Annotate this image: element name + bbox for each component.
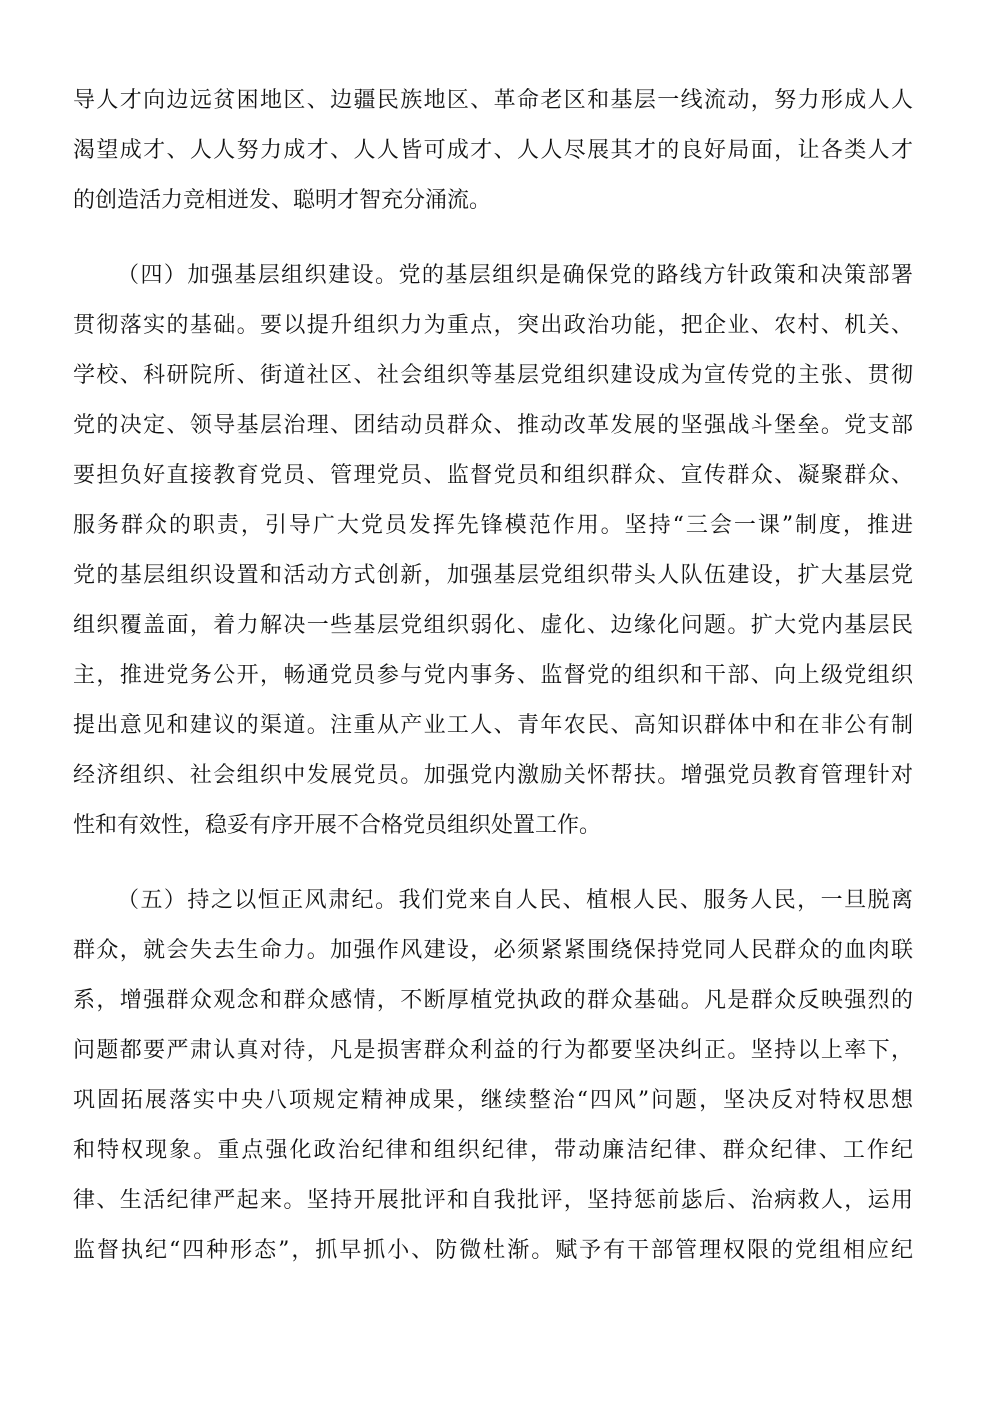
- paragraph-2-line-3: 学校、科研院所、街道社区、社会组织等基层党组织建设成为宣传党的主张、贯彻: [73, 363, 913, 388]
- paragraph-2-line-12: 性和有效性，稳妥有序开展不合格党员组织处置工作。: [73, 813, 602, 838]
- paragraph-3-line-1: （五）持之以恒正风肃纪。我们党来自人民、植根人民、服务人民，一旦脱离: [117, 888, 913, 913]
- paragraph-2-line-4: 党的决定、领导基层治理、团结动员群众、推动改革发展的坚强战斗堡垒。党支部: [73, 413, 913, 438]
- paragraph-2-line-5: 要担负好直接教育党员、管理党员、监督党员和组织群众、宣传群众、凝聚群众、: [73, 463, 913, 488]
- paragraph-2-line-1: （四）加强基层组织建设。党的基层组织是确保党的路线方针政策和决策部署: [117, 263, 913, 288]
- paragraph-2-line-6: 服务群众的职责，引导广大党员发挥先锋模范作用。坚持“三会一课”制度，推进: [73, 513, 913, 538]
- paragraph-3-line-2: 群众，就会失去生命力。加强作风建设，必须紧紧围绕保持党同人民群众的血肉联: [73, 938, 913, 963]
- paragraph-2-line-7: 党的基层组织设置和活动方式创新，加强基层党组织带头人队伍建设，扩大基层党: [73, 563, 913, 588]
- paragraph-1-line-1: 导人才向边远贫困地区、边疆民族地区、革命老区和基层一线流动，努力形成人人: [73, 88, 913, 113]
- paragraph-3-line-8: 监督执纪“四种形态”，抓早抓小、防微杜渐。赋予有干部管理权限的党组相应纪: [73, 1238, 913, 1263]
- paragraph-2-line-8: 组织覆盖面，着力解决一些基层党组织弱化、虚化、边缘化问题。扩大党内基层民: [73, 613, 913, 638]
- paragraph-3-line-5: 巩固拓展落实中央八项规定精神成果，继续整治“四风”问题，坚决反对特权思想: [73, 1088, 913, 1113]
- paragraph-2-line-10: 提出意见和建议的渠道。注重从产业工人、青年农民、高知识群体中和在非公有制: [73, 713, 913, 738]
- paragraph-1-line-2: 渴望成才、人人努力成才、人人皆可成才、人人尽展其才的良好局面，让各类人才: [73, 138, 913, 163]
- paragraph-3-line-3: 系，增强群众观念和群众感情，不断厚植党执政的群众基础。凡是群众反映强烈的: [73, 988, 913, 1013]
- paragraph-3-line-7: 律、生活纪律严起来。坚持开展批评和自我批评，坚持惩前毖后、治病救人，运用: [73, 1188, 913, 1213]
- paragraph-2-line-9: 主，推进党务公开，畅通党员参与党内事务、监督党的组织和干部、向上级党组织: [73, 663, 913, 688]
- paragraph-3-line-4: 问题都要严肃认真对待，凡是损害群众利益的行为都要坚决纠正。坚持以上率下，: [73, 1038, 913, 1063]
- paragraph-2-line-11: 经济组织、社会组织中发展党员。加强党内激励关怀帮扶。增强党员教育管理针对: [73, 763, 913, 788]
- paragraph-3-line-6: 和特权现象。重点强化政治纪律和组织纪律，带动廉洁纪律、群众纪律、工作纪: [73, 1138, 913, 1163]
- paragraph-1-line-3: 的创造活力竞相迸发、聪明才智充分涌流。: [73, 188, 492, 213]
- paragraph-2-line-2: 贯彻落实的基础。要以提升组织力为重点，突出政治功能，把企业、农村、机关、: [73, 313, 913, 338]
